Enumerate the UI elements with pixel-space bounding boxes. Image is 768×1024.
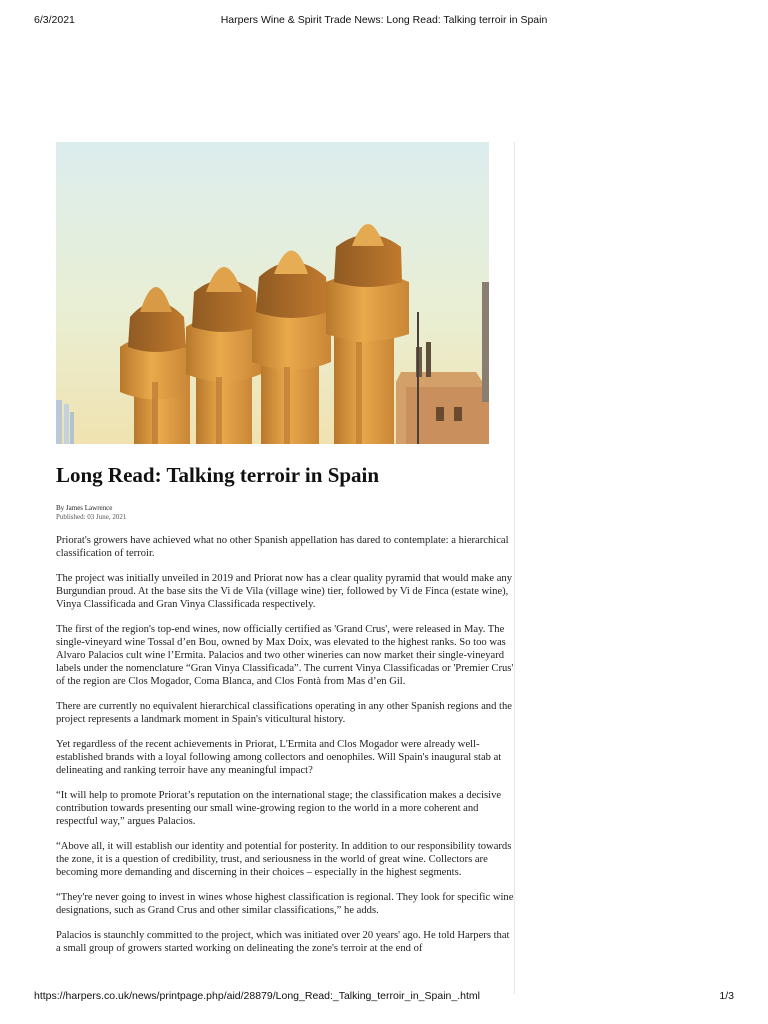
- print-url: https://harpers.co.uk/news/printpage.php/aid/28879/Long_Read:_Talking_terroir_in_Spain_.html: [34, 990, 480, 1002]
- article-paragraph: The project was initially unveiled in 2019 and Priorat now has a clear quality pyramid that would make any Burgundian proud. At the base sits the Vi de Vila (village wine) tier, followed by Vi de Finca (estate wine), Vinya Classificada and Gran Vinya Classificada respectively.: [56, 573, 512, 610]
- article-paragraph: “They're never going to invest in wines whose highest classification is regional. They look for specific wine designations, such as Grand Crus and other similar classifications,” he adds.: [56, 892, 514, 916]
- article: [56, 142, 515, 994]
- article-paragraph: Palacios is staunchly committed to the project, which was initiated over 20 years' ago. He told Harpers that a small group of growers started working on delineating the zone's terroir at the end of: [56, 930, 510, 954]
- hero-image: [56, 142, 489, 444]
- article-headline: Long Read: Talking terroir in Spain: [56, 463, 380, 487]
- print-document-title: Harpers Wine & Spirit Trade News: Long Read: Talking terroir in Spain: [220, 14, 548, 26]
- article-paragraph: There are currently no equivalent hierarchical classifications operating in any other Spanish regions and the project represents a landmark moment in Spain's viticultural history.: [56, 701, 512, 725]
- page-number: 1/3: [719, 990, 734, 1002]
- article-byline: By James Lawrence: [56, 504, 113, 512]
- article-published-date: Published: 03 June, 2021: [56, 513, 127, 521]
- article-paragraph: Yet regardless of the recent achievements in Priorat, L'Ermita and Clos Mogador were already well-established brands with a loyal following among collectors and oenophiles. Will Spain's inaugural stab at delineating and ranking terroir have any meaningful impact?: [56, 739, 502, 776]
- article-paragraph: “It will help to promote Priorat’s reputation on the international stage; the classification makes a decisive contribution towards presenting our small wine-growing region to the world in a more coherent and respectful way,” argues Palacios.: [56, 790, 502, 827]
- article-body: [56, 534, 514, 955]
- rooftop-chimneys-illustration: [56, 142, 489, 444]
- print-header: [34, 14, 734, 30]
- article-paragraph: Priorat's growers have achieved what no other Spanish appellation has dared to contemplate: a hierarchical classification of terroir.: [56, 535, 509, 559]
- article-paragraph: The first of the region's top-end wines, now officially certified as 'Grand Crus', were released in May. The single-vineyard wine Tossal d’en Bou, owned by Max Doix, was elevated to the highest ranks. So too was Alvaro Palacios cult wine l’Ermita. Palacios and two other wineries can now market their single-vineyard labels under the nomenclature “Gran Vinya Classificada”. The current Vinya Classificadas or 'Premier Crus' of the region are Clos Mogador, Coma Blanca, and Clos Fontà from Mas d’en Gil.: [56, 624, 514, 687]
- print-footer: [34, 990, 734, 1006]
- print-date: 6/3/2021: [34, 14, 75, 26]
- article-paragraph: “Above all, it will establish our identity and potential for posterity. In addition to our responsibility towards the zone, it is a question of credibility, trust, and seriousness in the world of great wine. Collectors are becoming more demanding and discerning in their choices – especially in the highest segments.: [56, 841, 512, 878]
